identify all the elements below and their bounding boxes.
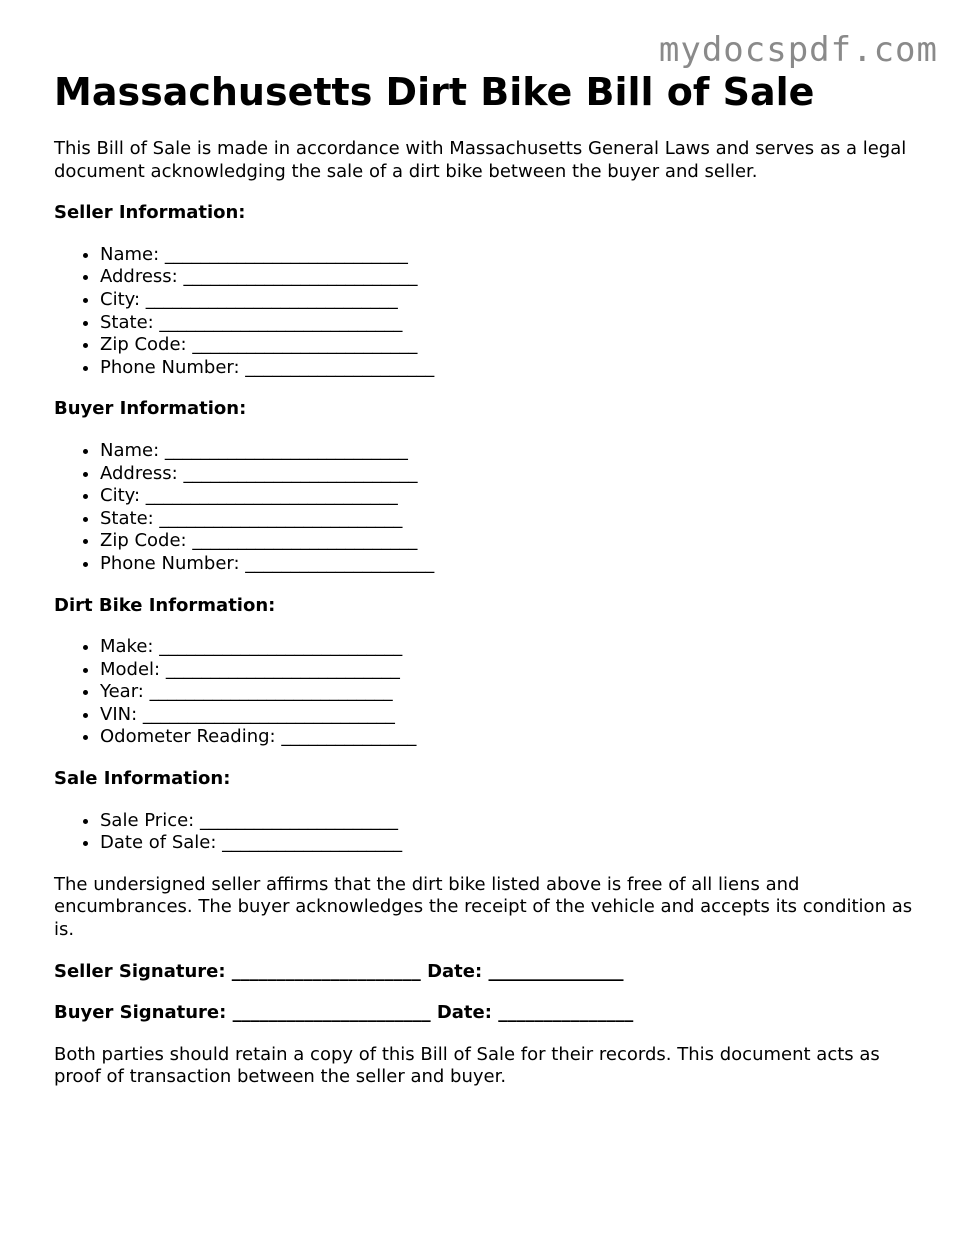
bike-make-field: • Make: ___________________________ — [100, 636, 914, 659]
seller-state-field: • State: ___________________________ — [100, 312, 914, 335]
bike-vin-field: • VIN: ____________________________ — [100, 704, 914, 727]
bike-odometer-field: • Odometer Reading: _______________ — [100, 726, 914, 749]
seller-address-field: • Address: __________________________ — [100, 266, 914, 289]
seller-city-field: • City: ____________________________ — [100, 289, 914, 312]
seller-field-list — [54, 244, 914, 380]
buyer-phone-field: • Phone Number: _____________________ — [100, 553, 914, 576]
seller-signature-line: Seller Signature: _____________________ Date: _______________ — [54, 960, 624, 982]
buyer-signature-line: Buyer Signature: ______________________ Date: _______________ — [54, 1002, 634, 1024]
bike-heading: Dirt Bike Information: — [54, 594, 276, 616]
buyer-state-field: • State: ___________________________ — [100, 508, 914, 531]
seller-phone-field: • Phone Number: _____________________ — [100, 357, 914, 380]
bike-model-field: • Model: __________________________ — [100, 659, 914, 682]
seller-name-field: • Name: ___________________________ — [100, 244, 914, 267]
buyer-heading: Buyer Information: — [54, 398, 247, 420]
buyer-field-list — [54, 440, 914, 576]
bike-field-list — [54, 636, 914, 749]
buyer-zip-field: • Zip Code: _________________________ — [100, 530, 914, 553]
sale-heading: Sale Information: — [54, 768, 231, 790]
buyer-city-field: • City: ____________________________ — [100, 485, 914, 508]
buyer-address-field: • Address: __________________________ — [100, 463, 914, 486]
affirmation-paragraph: The undersigned seller affirms that the dirt bike listed above is free of all liens and encumbrances. The buyer acknowledges the receipt of the vehicle and accepts its condition as is. — [54, 873, 913, 941]
document-page — [54, 66, 914, 1089]
watermark: mydocspdf.com — [658, 30, 938, 70]
buyer-name-field: • Name: ___________________________ — [100, 440, 914, 463]
page-title: Massachusetts Dirt Bike Bill of Sale — [54, 70, 815, 114]
closing-paragraph: Both parties should retain a copy of this Bill of Sale for their records. This document acts as proof of transaction between the seller and buyer. — [54, 1043, 880, 1088]
seller-heading: Seller Information: — [54, 202, 246, 224]
sale-field-list — [54, 810, 914, 855]
sale-price-field: • Sale Price: ______________________ — [100, 810, 914, 833]
sale-date-field: • Date of Sale: ____________________ — [100, 832, 914, 855]
bike-year-field: • Year: ___________________________ — [100, 681, 914, 704]
intro-paragraph: This Bill of Sale is made in accordance with Massachusetts General Laws and serves as a legal document acknowledging the sale of a dirt bike between the buyer and seller. — [54, 138, 907, 182]
seller-zip-field: • Zip Code: _________________________ — [100, 334, 914, 357]
